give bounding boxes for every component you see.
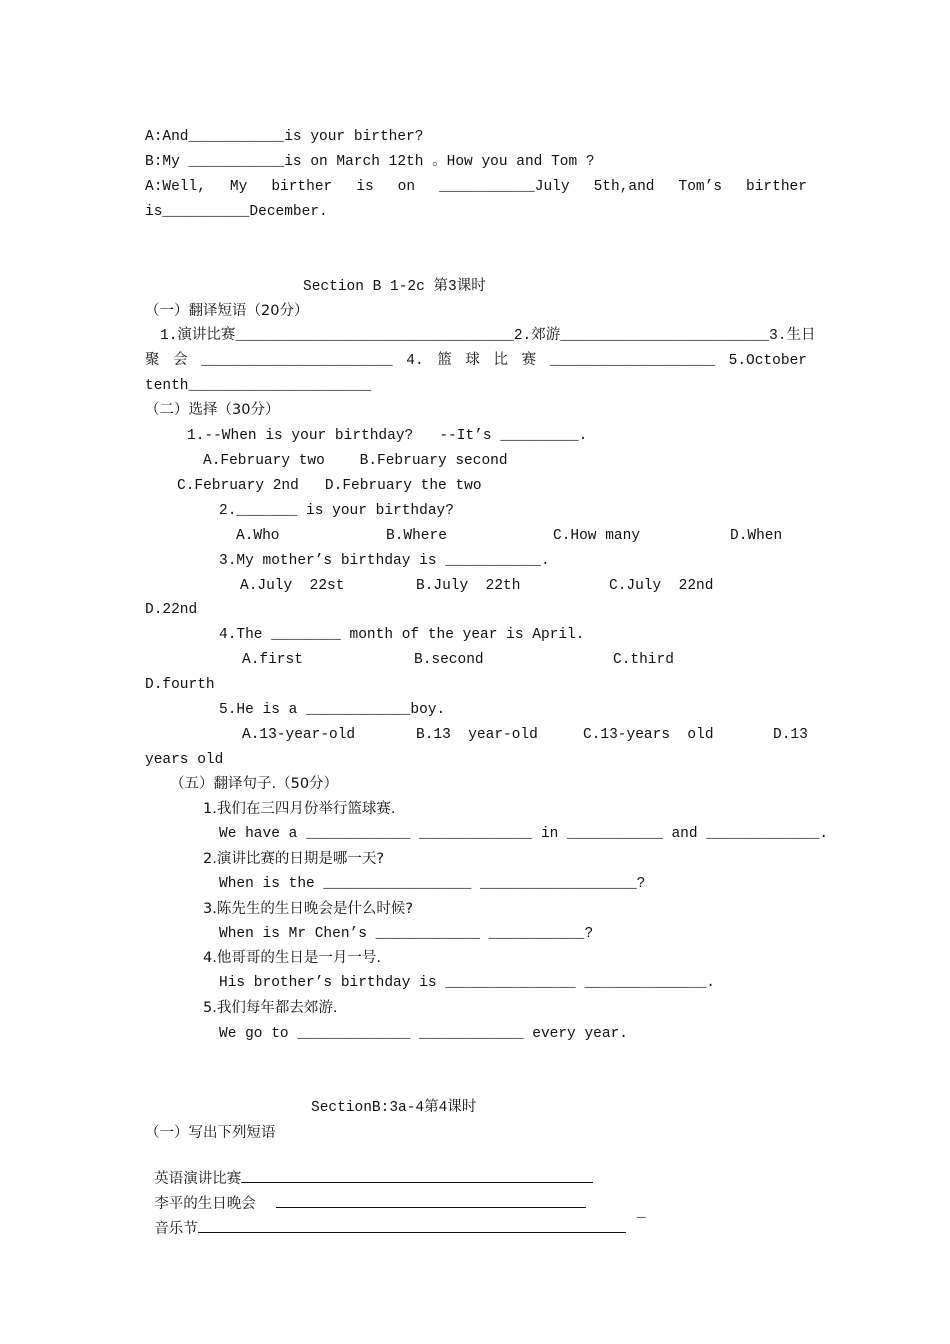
option: C.13-years old [583,727,714,743]
question-1-options-cd: C.February 2nd D.February the two [177,478,482,494]
dialog-line-2: B:My ___________is on March 12th 。How you and Tom ? [145,154,595,170]
option: B.Where [386,528,447,544]
question-4: 4.The ________ month of the year is April. [219,627,585,643]
phrase-row-3: tenth_____________________ [145,378,372,394]
word: ___________July [439,179,570,195]
option: years old [145,752,224,768]
word: My [229,179,248,195]
sentence-cn: 1.我们在三四月份举行篮球赛. [203,801,396,817]
section-title: SectionB:3a-4第4课时 [311,1100,477,1116]
word: 5th,and [593,179,655,195]
question-1-options-ab: A.February two B.February second [203,453,508,469]
write-phrase-item [145,1198,626,1237]
word: 赛 [521,353,537,369]
phrase-label: 李平的生日晚会 [154,1196,256,1212]
part-heading: （二）选择（30分） [145,402,280,418]
option: A.first [242,652,303,668]
option: D.When [730,528,783,544]
phrase-item: 1.演讲比赛________________________________ [160,328,514,344]
option: A.Who [236,528,280,544]
dialog-line-1: A:And___________is your birther? [145,129,424,145]
answer-line [198,1218,626,1233]
part-heading: （五）翻译句子.（50分） [170,776,339,792]
phrase-item: 2.郊游________________________ [513,328,770,344]
question-5: 5.He is a ____________boy. [219,702,446,718]
word: 会 [173,353,188,369]
word: is [356,179,374,195]
dialog-line-3 [145,177,807,197]
sentence-en: When is Mr Chen’s ____________ ___________? [219,926,594,942]
option: C.third [613,652,674,668]
sentence-en: His brother’s birthday is _______________ ______________. [219,975,715,991]
word: on [397,179,416,195]
phrase-row-2 [145,351,807,371]
sentence-cn: 5.我们每年都去郊游. [203,1000,338,1016]
dialog-line-4: is__________December. [145,204,328,220]
word: birther [271,179,333,195]
sentence-cn: 4.他哥哥的生日是一月一号. [203,950,381,966]
option: C.July 22nd [609,578,714,594]
question-2: 2._______ is your birthday? [219,503,454,519]
option: D.fourth [145,677,215,693]
phrase-label: 音乐节 [154,1221,198,1237]
word: 聚 [145,353,160,369]
phrase-row-1 [160,326,816,346]
sentence-en: When is the _________________ __________________? [219,876,646,892]
part-heading: （一）写出下列短语 [145,1125,276,1141]
option: A.13-year-old [242,727,356,743]
section-title: Section B 1-2c 第3课时 [303,279,486,295]
option: B.second [414,652,484,668]
question-3: 3.My mother’s birthday is ___________. [219,553,550,569]
option: A.July 22st [240,578,345,594]
word: birther [746,179,807,195]
phrase-label: 英语演讲比赛 [154,1171,242,1187]
sentence-cn: 2.演讲比赛的日期是哪一天? [203,851,385,867]
part-heading: （一）翻译短语（20分） [145,303,309,319]
sentence-cn: 3.陈先生的生日晚会是什么时候? [203,901,414,917]
option: B.13 year-old [416,727,538,743]
write-phrase-item [145,1148,593,1187]
word: A:Well, [145,179,206,195]
sentence-en: We have a ____________ _____________ in ___________ and _____________. [219,826,829,842]
word: 4. [406,353,424,369]
word: ___________________ [549,353,716,369]
option: D.13 [773,727,808,743]
phrase-item: 3.生日 [769,328,816,344]
word: Tom’s [678,179,723,195]
word: ______________________ [201,353,393,369]
trailing-mark: _ [637,1205,646,1221]
sentence-en: We go to _____________ ____________ every year. [219,1026,628,1042]
word: 比 [493,353,508,369]
word: 球 [465,353,480,369]
option: D.22nd [145,602,198,618]
option: B.July 22th [416,578,521,594]
word: 篮 [437,353,452,369]
write-phrase-item [145,1173,586,1212]
option: C.How many [553,528,641,544]
question-1: 1.--When is your birthday? --It’s _________. [187,428,588,444]
word: 5.October [728,353,807,369]
